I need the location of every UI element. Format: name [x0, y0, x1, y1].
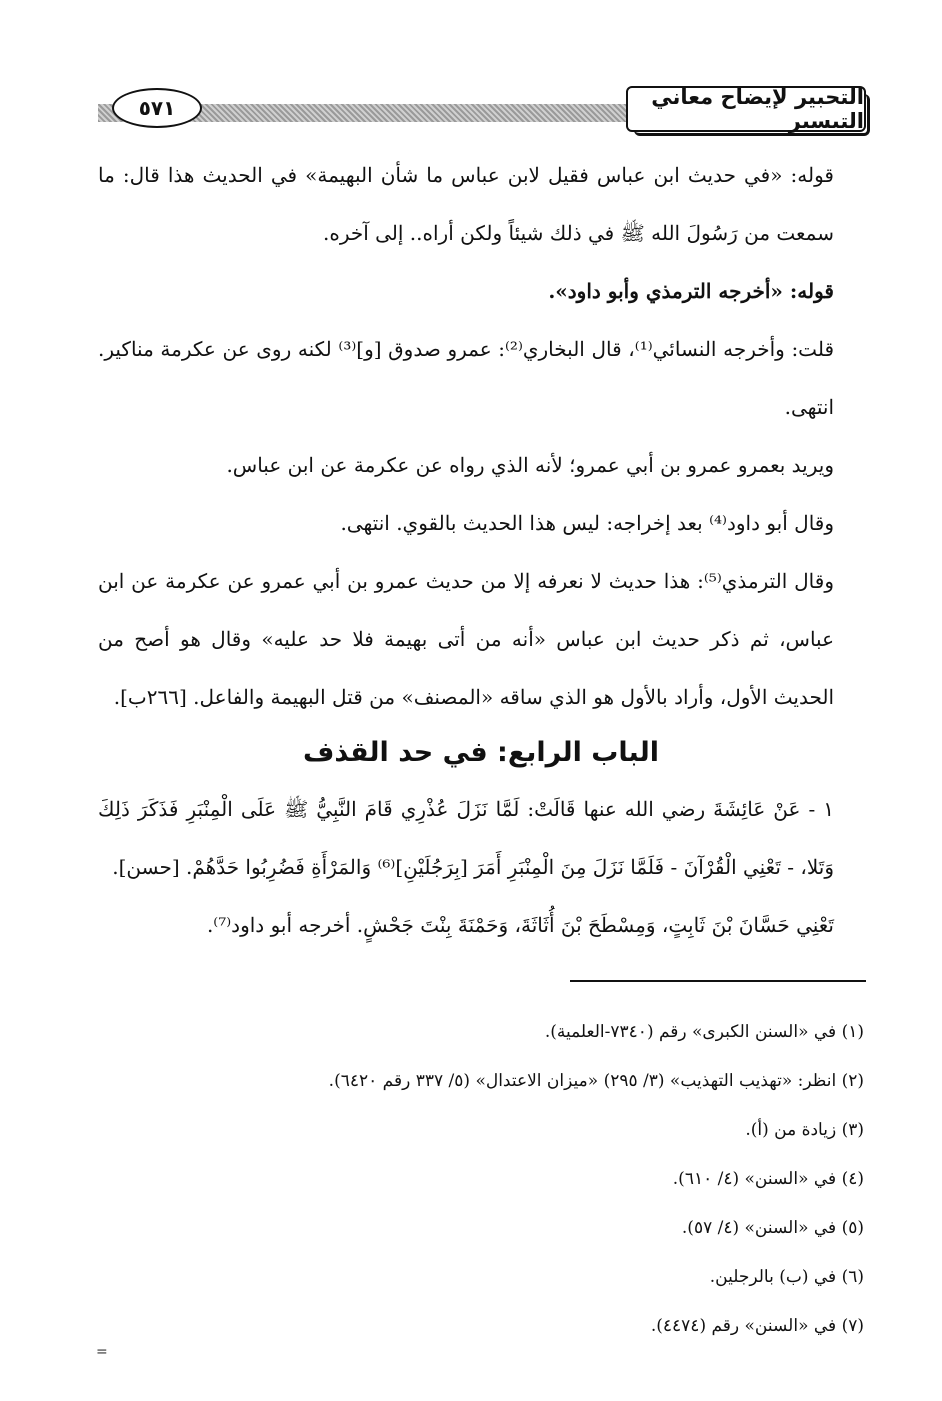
book-title: التحبير لإيضاح معاني التيسير — [651, 85, 864, 133]
footnote-4: (٤) في «السنن» (٤/ ٦١٠). — [672, 1169, 864, 1189]
main-text — [98, 146, 864, 954]
hadith-explanation: تَعْنِي حَسَّانَ بْنَ ثَابِتٍ، وَمِسْطَحَ بْنَ أُثَاثَةَ، وَحَمْنَةَ بِنْتَ جَحْشٍ. أخرجه أبو داود⁽⁷⁾. — [206, 913, 834, 937]
chapter-title: الباب الرابع: في حد القذف — [303, 737, 659, 768]
footnote-6: (٦) في (ب) بالرجلين. — [709, 1267, 864, 1287]
paragraph-commentary-4: وقال الترمذي⁽⁵⁾: هذا حديث لا نعرفه إلا من حديث عمرو بن أبي عمرو عن عكرمة عن ابن عباس، ثم ذكر حديث ابن عباس «أنه من أتى بهيمة فلا حد عليه» وقال هو أصح من الحديث الأول، وأراد بالأول هو الذي ساقه «المصنف» من قتل البهيمة والفاعل. [٢٦٦ب]. — [98, 569, 834, 709]
footnotes — [98, 1008, 864, 1351]
footnote-5: (٥) في «السنن» (٤/ ٥٧). — [681, 1218, 864, 1238]
paragraph-commentary-3: وقال أبو داود⁽⁴⁾ بعد إخراجه: ليس هذا الحديث بالقوي. انتهى. — [340, 511, 834, 535]
paragraph-quote-1: قوله: «في حديث ابن عباس فقيل لابن عباس ما شأن البهيمة» في الحديث هذا قال: ما سمعت من رَسُولَ الله ﷺ في ذلك شيئاً ولكن أراه.. إلى آخره. — [98, 163, 834, 245]
paragraph-commentary-2: ويريد بعمرو عمرو بن أبي عمرو؛ لأنه الذي رواه عن عكرمة عن ابن عباس. — [226, 453, 834, 477]
paragraph-commentary-1: قلت: وأخرجه النسائي⁽¹⁾، قال البخاري⁽²⁾: عمرو صدوق [و]⁽³⁾ لكنه روى عن عكرمة مناكير. انتهى. — [98, 337, 835, 419]
header-title-frame — [626, 86, 866, 132]
hadith-text: ١ - عَنْ عَائِشَةَ رضي الله عنها قَالَتْ: لَمَّا نَزَلَ عُذْرِي قَامَ النَّبِيُّ ﷺ عَلَى الْمِنْبَرِ فَذَكَرَ ذَلِكَ وَتَلا، - تَعْنِي الْقُرْآنَ - فَلَمَّا نَزَلَ مِنَ الْمِنْبَرِ أَمَرَ [بِرَجُلَيْنِ]⁽⁶⁾ وَالمَرْأَةِ فَضُرِبُوا حَدَّهُمْ. [حسن]. — [98, 797, 834, 879]
running-header — [98, 86, 866, 146]
page-number: ٥٧١ — [112, 88, 202, 128]
footnote-2: (٢) انظر: «تهذيب التهذيب» (٣/ ٢٩٥) «ميزان الاعتدال» (٥/ ٣٣٧ رقم ٦٤٢٠). — [328, 1071, 864, 1091]
footnote-1: (١) في «السنن الكبرى» رقم (٧٣٤٠-العلمية). — [544, 1022, 864, 1042]
footnote-separator — [570, 980, 866, 982]
footnote-3: (٣) زيادة من (أ). — [745, 1120, 864, 1140]
paragraph-quote-2: قوله: «أخرجه الترمذي وأبو داود». — [548, 279, 834, 303]
footnote-7: (٧) في «السنن» رقم (٤٤٧٤). — [650, 1316, 864, 1336]
margin-mark: = — [96, 1344, 108, 1360]
